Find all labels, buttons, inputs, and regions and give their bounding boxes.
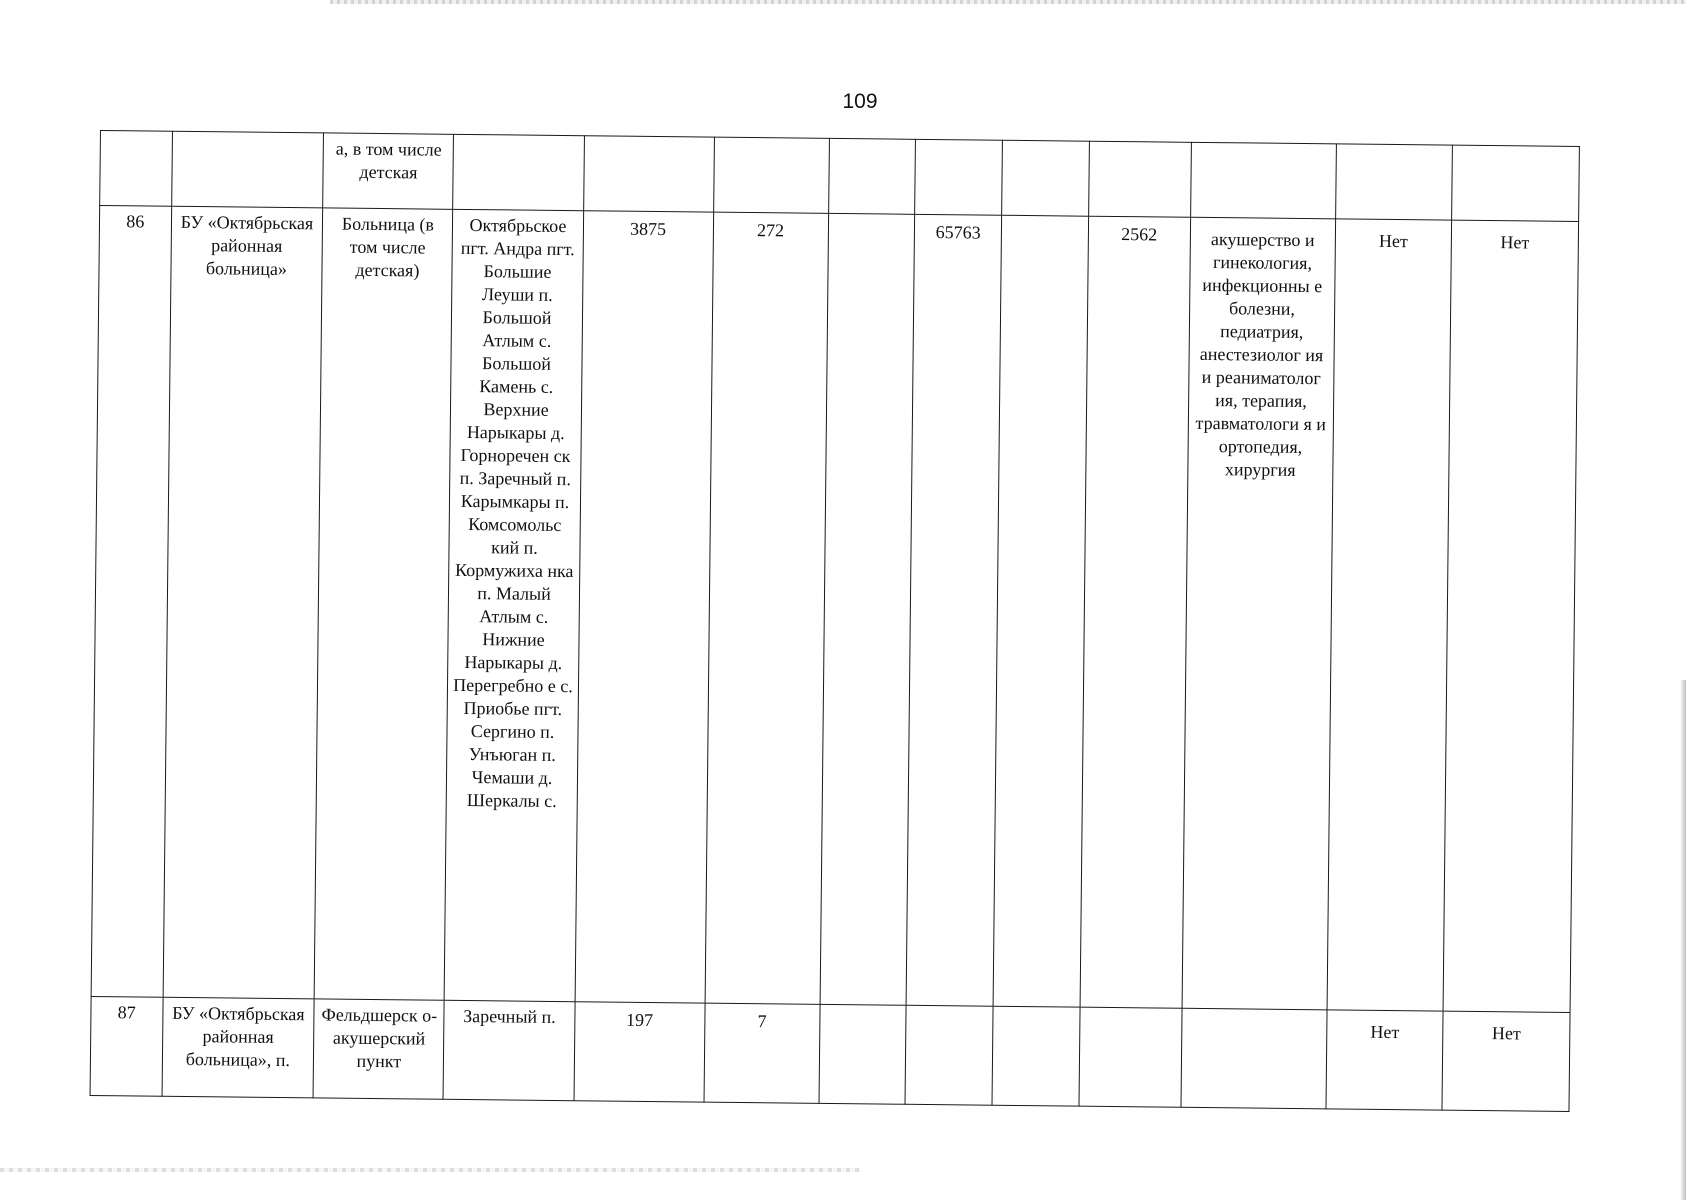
organization-cell: БУ «Октябрьская районная больница», п. [162,997,315,1098]
medical-profiles-cell: акушерство и гинекология, инфекционны е болезни, педиатрия, анестезиолог ия и реаниматолог ия, терапия, травматологи я и ортопедия, хирургия [1182,217,1336,1010]
table-row [90,996,1570,1111]
table-cell [583,136,714,212]
row-number-cell: 87 [90,996,163,1096]
flag-cell-12: Нет [1326,1010,1443,1110]
table-cell [828,138,916,214]
table-cell [453,134,584,210]
table-cell [1336,144,1453,220]
table-row [91,206,1578,1013]
medical-facilities-table [90,130,1580,1112]
scan-edge-bottom [0,1168,860,1172]
value-cell-10 [1079,1007,1182,1107]
flag-cell-12: Нет [1327,219,1452,1011]
facility-type-cell: Фельдшерск о-акушерский пункт [313,999,444,1099]
table-cell [1452,145,1580,221]
value-cell-5: 197 [574,1002,705,1102]
value-cell-9 [992,1006,1080,1106]
table-cell [915,139,1003,215]
table-cell [100,131,172,207]
value-cell-8: 65763 [906,214,1001,1006]
table-cell: а, в том числе детская [323,133,454,209]
table-cell [1190,142,1336,219]
value-cell-8 [905,1005,993,1105]
table-cell [713,137,829,213]
settlements-cell: Октябрьское пгт. Андра пгт. Большие Леуши п. Большой Атлым с. Большой Камень с. Верхние Нарыкары д. Горноречен ск п. Заречный п. Карымкары п. Комсомольс кий п. Кормужиха нка п. Малый Атлым с. Нижние Нарыкары д. Перегребно е с. Приобье пгт. Сергино п. Унъюган п. Чемаши д. Шеркалы с. [445,209,584,1001]
table-cell [1088,141,1191,217]
table-cell [1002,140,1090,216]
value-cell-10: 2562 [1080,216,1190,1008]
value-cell-6: 272 [705,212,828,1004]
facility-type-cell: Больница (в том числе детская) [314,208,453,1000]
value-cell-5: 3875 [575,211,714,1003]
document-sheet [90,130,1580,1112]
page-number: 109 [842,90,878,113]
value-cell-9 [993,215,1088,1007]
value-cell-6: 7 [704,1003,820,1103]
settlements-cell: Заречный п. [444,1000,575,1100]
flag-cell-13: Нет [1443,220,1579,1012]
value-cell-7 [820,213,915,1005]
table-cell [171,131,324,208]
flag-cell-13: Нет [1442,1011,1570,1111]
medical-profiles-cell [1181,1008,1327,1109]
row-number-cell: 86 [91,206,171,998]
organization-cell: БУ «Октябрьская районная больница» [163,206,323,999]
scan-edge-top [330,0,1686,4]
value-cell-7 [819,1004,907,1104]
scan-edge-right [1680,680,1686,1200]
